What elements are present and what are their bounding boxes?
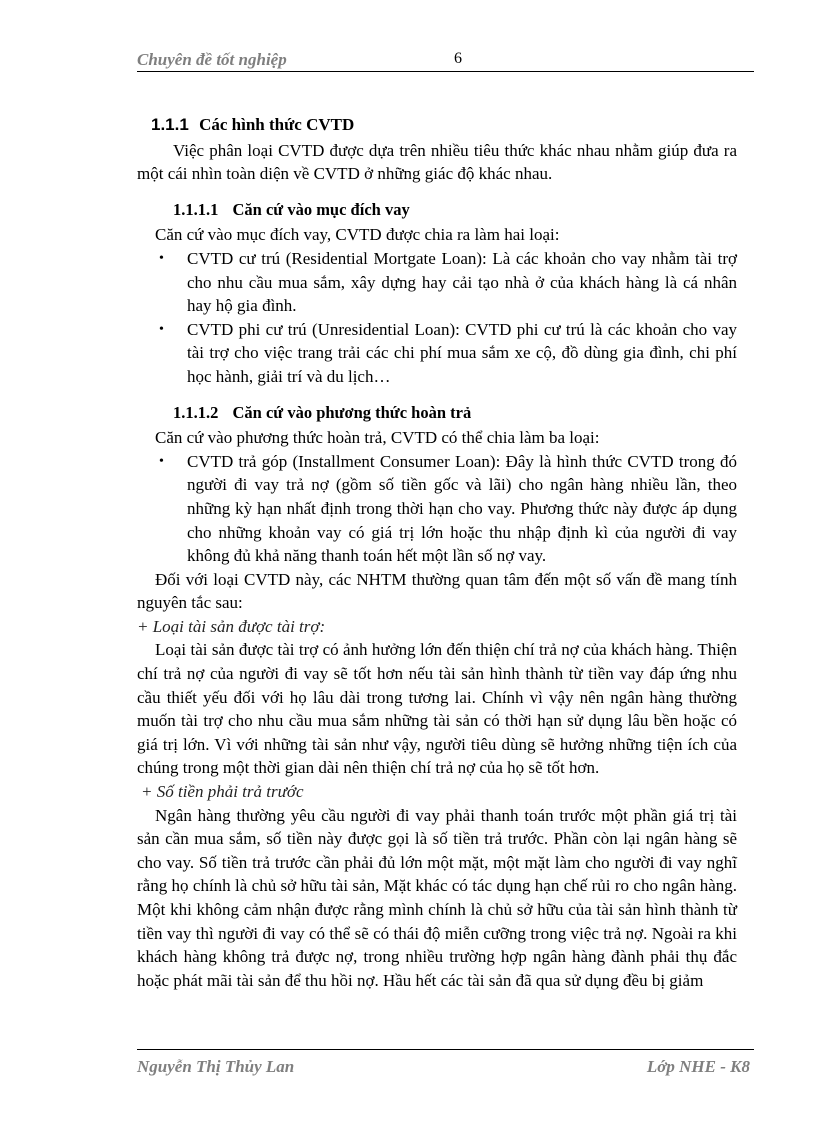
section-heading-1-1-1: [151, 113, 737, 137]
document-body: [137, 113, 737, 992]
bullet-icon: •: [159, 453, 164, 469]
list-item: [137, 450, 737, 568]
list-item-text: CVTD phi cư trú (Unresidential Loan): CVTD phi cư trú là các khoản cho vay tài trợ cho việc trang trải các chi phí mua sắm xe cộ, đồ dùng gia đình, chi phí học hành, giải trí và du lịch…: [187, 319, 737, 386]
subsection-number: 1.1.1.1: [173, 199, 219, 219]
header-title: Chuyên đề tốt nghiệp: [137, 50, 287, 69]
bullet-list-purpose: [137, 247, 737, 389]
list-item-text: CVTD trả góp (Installment Consumer Loan): Đây là hình thức CVTD trong đó người đi vay trả nợ (gồm số tiền gốc và lãi) cho ngân hàng nhiều lần, theo những kỳ hạn nhất định trong thời hạn cho vay. Phương thức này được áp dụng cho những khoản vay có giá trị lớn hoặc thu nhập định kì của người đi vay không đủ khả năng thanh toán hết một lần số nợ vay.: [187, 451, 737, 566]
page-header: [137, 48, 754, 72]
section-heading-1-1-1-1: [173, 198, 737, 222]
bullet-list-repayment: [137, 450, 737, 568]
subsection-intro: Căn cứ vào phương thức hoàn trả, CVTD có thể chia làm ba loại:: [155, 428, 600, 448]
page-number: 6: [454, 50, 462, 67]
section-number: 1.1.1: [151, 115, 189, 134]
subsection-title: Căn cứ vào mục đích vay: [232, 199, 410, 219]
prepayment-paragraph: Ngân hàng thường yêu cầu người đi vay phải thanh toán trước một phần giá trị tài sản cần mua sắm, số tiền này được gọi là số tiền trả trước. Phần còn lại ngân hàng sẽ cho vay. Số tiền trả trước cần phải đủ lớn một mặt, một mặt làm cho người đi vay nghĩ rằng họ chính là chủ sở hữu tài sản, Mặt khác có tác dụng hạn chế rủi ro cho ngân hàng. Một khi không cảm nhận được rằng mình chính là chủ sở hữu của tài sản hình thành từ tiền vay thì người đi vay có thể sẽ có thái độ miễn cưỡng trong việc trả nợ. Ngoài ra khi khách hàng không trả được nợ, trong nhiều trường hợp ngân hàng đành phải thụ đắc hoặc phát mãi tài sản để thu hồi nợ. Hầu hết các tài sản đã qua sử dụng đều bị giảm: [137, 805, 737, 990]
footer-author: Nguyễn Thị Thủy Lan: [137, 1057, 295, 1076]
subsection-number: 1.1.1.2: [173, 402, 219, 422]
principles-paragraph: Đối với loại CVTD này, các NHTM thường quan tâm đến một số vấn đề mang tính nguyên tắc sau:: [137, 569, 737, 613]
asset-paragraph: Loại tài sản được tài trợ có ảnh hưởng lớn đến thiện chí trả nợ của khách hàng. Thiện chí trả nợ của người đi vay sẽ tốt hơn nếu tài sản hình thành từ tiền vay đáp ứng nhu cầu thiết yếu đối với họ lâu dài trong tương lai. Chính vì vậy nên ngân hàng thường muốn tài trợ cho nhu cầu mua sắm những tài sản có thời hạn sử dụng lâu bền hoặc có giá trị lớn. Vì với những tài sản như vậy, người tiêu dùng sẽ hưởng những tiện ích của chúng trong một thời gian dài nên thiện chí trả nợ của họ sẽ tốt hơn.: [137, 640, 737, 778]
subsection-title: Căn cứ vào phương thức hoàn trả: [232, 402, 472, 422]
bullet-icon: •: [159, 250, 164, 266]
list-item: [137, 247, 737, 318]
list-item: [137, 318, 737, 389]
section-intro-paragraph: Việc phân loại CVTD được dựa trên nhiều tiêu thức khác nhau nhằm giúp đưa ra một cái nhìn toàn diện về CVTD ở những giác độ khác nhau.: [137, 140, 737, 184]
footer-class: Lớp NHE - K8: [646, 1057, 750, 1076]
section-title: Các hình thức CVTD: [199, 115, 355, 134]
list-item-text: CVTD cư trú (Residential Mortgate Loan): Là các khoản cho vay nhằm tài trợ cho nhu cầu mua sắm, xây dựng hay cải tạo nhà ở của khách hàng là cá nhân hay hộ gia đình.: [187, 248, 737, 316]
subsection-intro: Căn cứ vào mục đích vay, CVTD được chia ra làm hai loại:: [155, 225, 560, 245]
header-divider: [137, 71, 754, 72]
page-footer: [137, 1049, 754, 1079]
note-asset-type: + Loại tài sản được tài trợ:: [137, 616, 326, 636]
footer-divider: [137, 1049, 754, 1050]
bullet-icon: •: [159, 321, 164, 337]
note-prepayment: + Số tiền phải trả trước: [141, 782, 304, 802]
section-heading-1-1-1-2: [173, 401, 737, 425]
